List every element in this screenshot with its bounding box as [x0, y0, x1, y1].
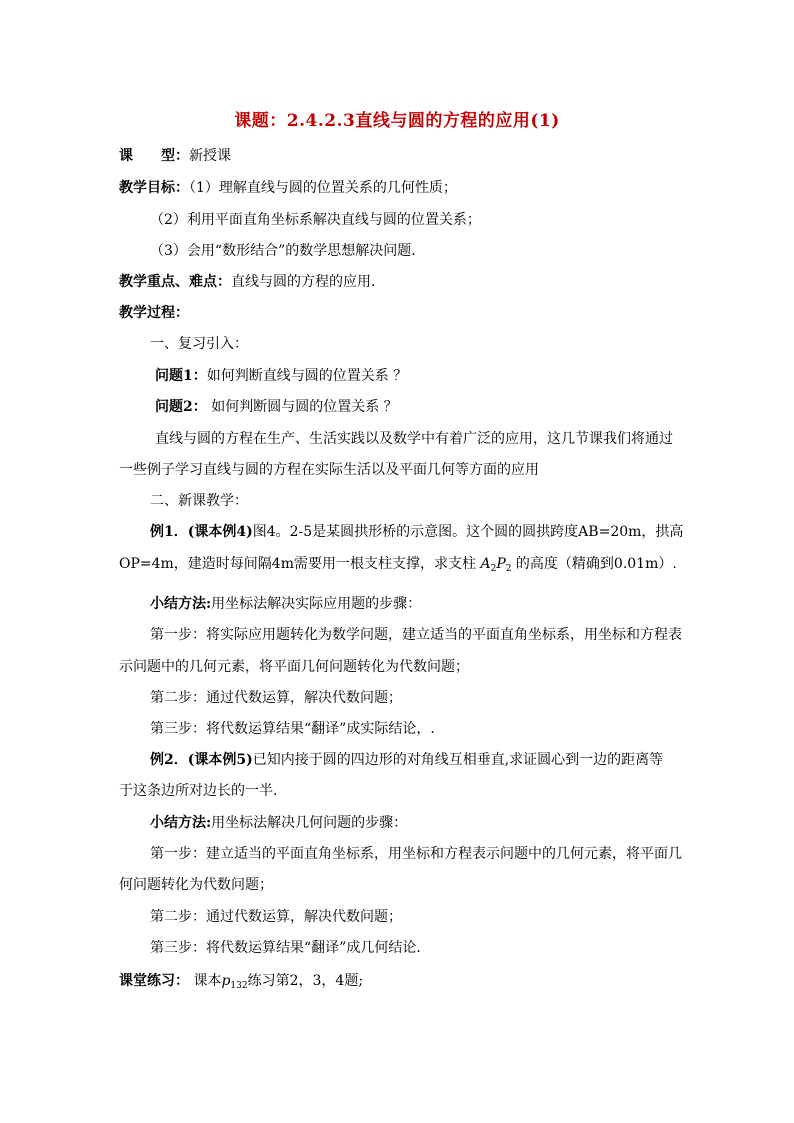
math-A2: $A_2P_2$: [480, 556, 512, 574]
summary-1-step-2: 第二步：通过代数运算，解决代数问题；: [150, 690, 402, 706]
example-1-line-1: [150, 522, 710, 542]
course-type-label: 课 型：: [119, 148, 189, 164]
example-2-line-1: [150, 750, 710, 770]
practice-row: [119, 971, 679, 996]
summary-2-step-1-line-1: 第一步：建立适当的平面直角坐标系，用坐标和方程表示问题中的几何元素，将平面几: [150, 846, 682, 862]
summary-1-label: 小结方法:: [150, 596, 212, 612]
question-2: [155, 397, 715, 417]
summary-2-step-3: 第三步：将代数运算结果“翻译”成几何结论．: [150, 940, 431, 956]
key-points-row: [119, 272, 679, 292]
question-1-label: 问题1：: [155, 368, 207, 384]
summary-1-text: 用坐标法解决实际应用题的步骤：: [211, 596, 422, 612]
page-title: 课题：2.4.2.3直线与圆的方程的应用(1): [234, 111, 560, 131]
example-1-label: 例1．(课本例4): [150, 524, 253, 540]
example-1-line-2: [119, 554, 679, 579]
objective-item-3: （3）会用“数形结合”的数学思想解决问题．: [150, 243, 426, 259]
key-points-label: 教学重点、难点：: [119, 274, 231, 290]
section1-heading: 一、复习引入：: [150, 336, 248, 352]
practice-text-a: 课本: [193, 973, 222, 989]
example-2-text-1: 已知内接于圆的四边形的对角线互相垂直,求证圆心到一边的距离等: [252, 752, 664, 768]
intro-paragraph-line-1: 直线与圆的方程在生产、生活实践以及数学中有着广泛的应用，这几节课我们将通过: [155, 431, 673, 447]
summary-1-step-1-line-2: 示问题中的几何元素，将平面几何问题转化为代数问题；: [119, 659, 469, 675]
practice-label: 课堂练习：: [119, 973, 189, 989]
summary-1-step-1-line-1: 第一步：将实际应用题转化为数学问题，建立适当的平面直角坐标系，用坐标和方程表: [150, 627, 682, 643]
course-type-row: [119, 146, 679, 166]
objectives-label: 教学目标：: [119, 180, 189, 196]
summary-2-step-1-line-2: 何问题转化为代数问题；: [119, 877, 273, 893]
section2-heading: 二、新课教学：: [150, 493, 248, 509]
summary-2-step-2: 第二步：通过代数运算，解决代数问题；: [150, 909, 402, 925]
practice-text-b: 练习第2，3，4题;: [247, 973, 364, 989]
example-1-text-1: 图4。2-5是某圆拱形桥的示意图。这个圆的圆拱跨度AB=20m，拱高: [252, 524, 684, 540]
process-label: 教学过程：: [119, 305, 189, 321]
example-2-label: 例2．(课本例5): [150, 752, 253, 768]
question-1: [155, 366, 715, 386]
course-type-value: 新授课: [189, 148, 231, 164]
example-1-text-2b: 的高度（精确到0.01m）.: [515, 556, 677, 572]
example-2-line-2: 于这条边所对边长的一半.: [119, 783, 278, 799]
math-p132: $p_{132}$: [221, 973, 248, 991]
intro-paragraph-line-2: 一些例子学习直线与圆的方程在实际生活以及平面几何等方面的应用: [119, 462, 539, 478]
summary-2: [150, 813, 710, 833]
question-2-label: 问题2：: [155, 399, 207, 415]
summary-2-text: 用坐标法解决几何问题的步骤：: [211, 815, 408, 831]
objective-item-2: （2）利用平面直角坐标系解决直线与圆的位置关系；: [150, 212, 481, 228]
key-points-value: 直线与圆的方程的应用．: [231, 274, 385, 290]
example-1-text-2a: OP=4m，建造时每间隔4m需要用一根支柱支撑，求支柱: [119, 556, 476, 572]
question-2-text: 如何判断圆与圆的位置关系 ？: [206, 399, 398, 415]
objectives-row: [119, 178, 679, 198]
objective-item-1: （1）理解直线与圆的位置关系的几何性质；: [189, 180, 457, 196]
summary-2-label: 小结方法:: [150, 815, 212, 831]
summary-1: [150, 594, 710, 614]
summary-1-step-3: 第三步：将代数运算结果“翻译”成实际结论，.: [150, 721, 435, 737]
question-1-text: 如何判断直线与圆的位置关系 ？: [206, 368, 408, 384]
